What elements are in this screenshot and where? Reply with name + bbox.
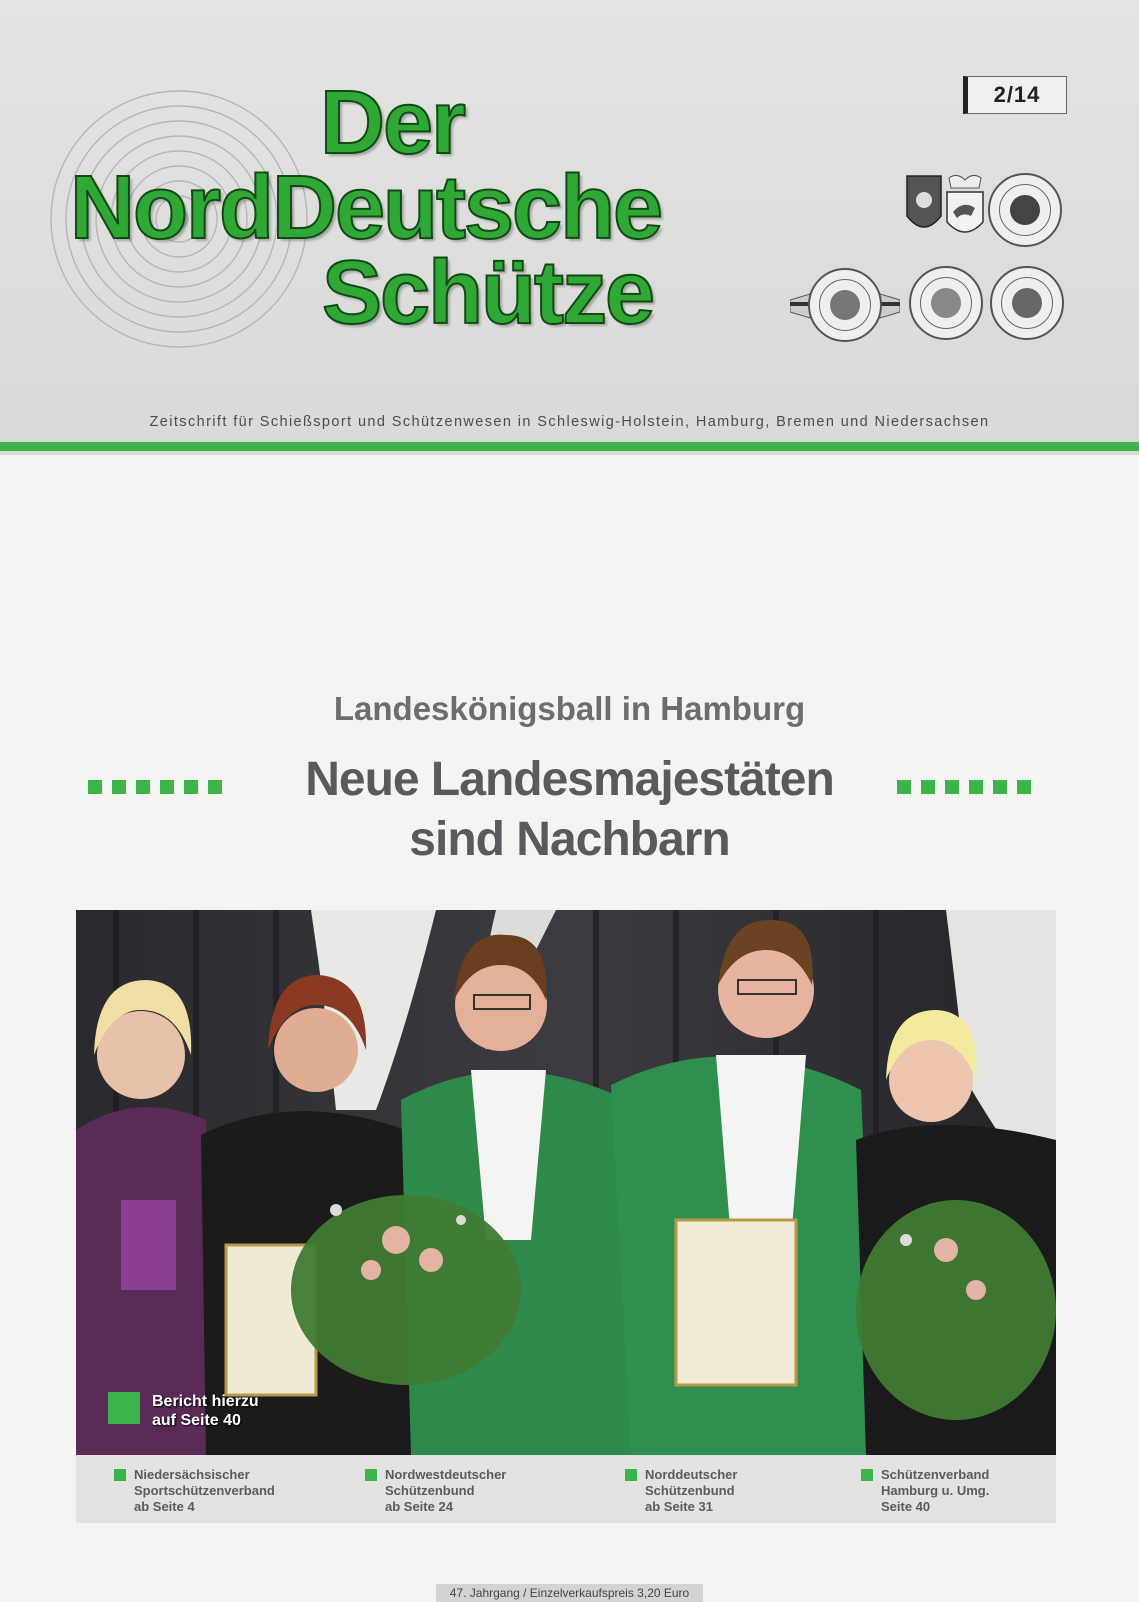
article-kicker: Landeskönigsball in Hamburg [333, 690, 806, 727]
green-square-marker [365, 1469, 377, 1481]
photo-note-line-1: Bericht hierzu [152, 1393, 259, 1410]
toc-item-line-3: ab Seite 4 [134, 1499, 195, 1514]
toc-item-line-3: Seite 40 [881, 1499, 931, 1514]
sportschuetzen-seal-icon [988, 173, 1062, 247]
headline-line-2: sind Nachbarn [409, 813, 730, 866]
green-square-marker [861, 1469, 873, 1481]
cover-photo [76, 910, 1056, 1455]
green-square-marker [114, 1469, 126, 1481]
toc-item-line-3: ab Seite 31 [645, 1499, 713, 1514]
hamburg-schuetzenverband-seal-icon [990, 266, 1064, 340]
toc-item-line-3: ab Seite 24 [385, 1499, 453, 1514]
green-square-marker [108, 1392, 140, 1424]
toc-item-line-1: Nordwestdeutscher [385, 1467, 507, 1482]
toc-item-line-2: Schützenbund [385, 1483, 475, 1498]
headline-line-1: Neue Landesmajestäten [305, 753, 834, 806]
toc-item-line-2: Sportschützenverband [134, 1483, 275, 1498]
article-headline [0, 750, 1139, 870]
toc-item-line-1: Schützenverband [881, 1467, 990, 1482]
group-portrait-image [76, 910, 1056, 1455]
toc-item[interactable] [861, 1467, 989, 1515]
magazine-title-line-3: Schütze [322, 243, 654, 343]
green-square-marker [625, 1469, 637, 1481]
toc-item[interactable] [365, 1467, 506, 1515]
toc-item-line-1: Niedersächsischer [134, 1467, 250, 1482]
association-crest-icon [905, 172, 985, 242]
photo-report-note [108, 1392, 259, 1430]
price-and-volume-label: 47. Jahrgang / Einzelverkaufspreis 3,20 Euro [436, 1584, 703, 1602]
toc-item-line-2: Hamburg u. Umg. [881, 1483, 990, 1498]
table-of-contents [76, 1455, 1056, 1523]
photo-note-line-2: auf Seite 40 [152, 1412, 241, 1429]
toc-item-line-1: Norddeutscher [645, 1467, 738, 1482]
magazine-subtitle: Zeitschrift für Schießsport und Schützenwesen in Schleswig-Holstein, Hamburg, Bremen und Niedersachsen [149, 414, 990, 430]
cover-footer [0, 1584, 1139, 1602]
toc-item[interactable] [625, 1467, 737, 1515]
toc-item[interactable] [114, 1467, 275, 1515]
toc-item-line-2: Schützenbund [645, 1483, 735, 1498]
nordwestdeutscher-seal-icon [909, 266, 983, 340]
magazine-title-line-1: Der [320, 73, 465, 173]
green-divider [0, 442, 1139, 451]
magazine-title-line-2: NordDeutsche [70, 158, 662, 258]
issue-number: 2/14 [963, 76, 1067, 114]
masthead [0, 0, 1139, 455]
norddeutscher-schuetzenbund-seal-icon [808, 268, 882, 342]
